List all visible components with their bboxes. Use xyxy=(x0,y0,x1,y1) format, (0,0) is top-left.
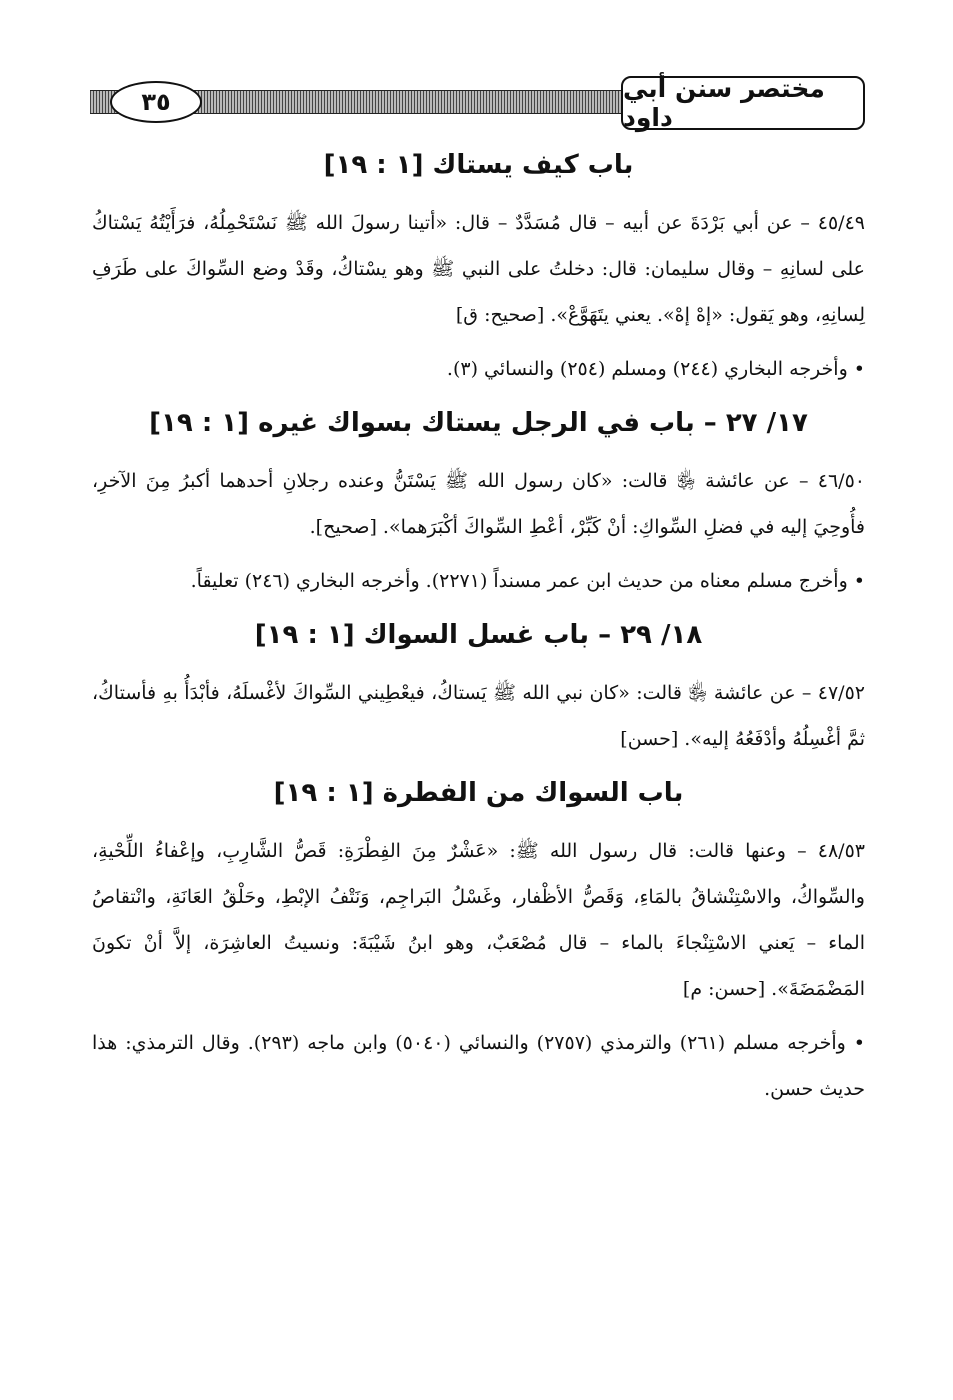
section-siwak-fitra xyxy=(92,772,865,1112)
takhrij-note: • وأخرجه البخاري (٢٤٤) ومسلم (٢٥٤) والنسائي (٣). xyxy=(446,358,865,380)
hadith-text: ٤٥/٤٩ – عن أبي بَرْدَةَ عن أبيه – قال مُسَدَّدٌ – قال: «أتينا رسولَ الله ﷺ نَسْتَحْمِلُهُ، فرَأَيْتُهُ يَسْتاكُ على لسانِهِ – وقال سليمان: قال: دخلتُ على النبي ﷺ وهو يسْتاكُ، وقَدْ وضع السِّواكَ على طَرَفِ لِسانِهِ، وهو يَقول: «إهْ إهْ». يعني يتَهَوَّعْ». [صحيح: ق] xyxy=(92,212,865,326)
takhrij-note: • وأخرج مسلم معناه من حديث ابن عمر مسنداً (٢٢٧١). وأخرجه البخاري (٢٤٦) تعليقاً. xyxy=(190,570,865,592)
section-how-to-brush xyxy=(92,144,865,392)
page-body xyxy=(92,134,865,1122)
section-brushing-with-others-siwak xyxy=(92,402,865,604)
hadith-text: ٤٦/٥٠ – عن عائشة ﵂ قالت: «كان رسول الله ﷺ يَسْتَنُّ وعنده رجلانِ أحدهما أكبرُ مِنَ الآخرِ، فأُوحِيَ إليه في فضلِ السِّواكِ: أنْ كَبِّرْ، أعْطِ السِّواكَ أكْبَرَهما». [صحيح]. xyxy=(92,470,865,538)
page-number: ٣٥ xyxy=(110,81,202,123)
hadith-text: ٤٧/٥٢ – عن عائشة ﵂ قالت: «كان نبي الله ﷺ يَستاكُ، فيعْطِيني السِّواكَ لأغْسلَهُ، فأبْدَأُ بهِ فأستاكُ، ثمَّ أغْسِلُهُ وأدْفَعُهُ إليه». [حسن] xyxy=(92,682,865,750)
page-header xyxy=(90,76,865,132)
section-washing-siwak xyxy=(92,614,865,762)
book-title: مختصر سنن أبي داود xyxy=(621,76,865,130)
takhrij-note: • وأخرجه مسلم (٢٦١) والترمذي (٢٧٥٧) والنسائي (٥٠٤٠) وابن ماجه (٢٩٣). وقال الترمذي: هذا حديث حسن. xyxy=(92,1032,865,1100)
hadith-text: ٤٨/٥٣ – وعنها قالت: قال رسول الله ﷺ: «عَشْرٌ مِنَ الفِطْرَةِ: قَصُّ الشَّارِبِ، وإعْفاءُ اللِّحْيةِ، والسِّواكُ، والاسْتِنْشاقُ بالمَاءِ، وَقَصُّ الأظْفار، وغَسْلُ البَراجِم، وَنَتْفُ الإبْطِ، وحَلْقُ العَانَةِ، وانْتقاصُ الماء – يَعني الاسْتِنْجاءَ بالماء – قال مُصْعَبٌ، وهو ابنُ شَيْبَةَ: ونسيتُ العاشِرَة، إلاَّ أنْ تكونَ المَضْمَضَةَ». [حسن: م] xyxy=(92,840,865,1000)
chapter-title: باب السواك من الفطرة [١ : ١٩] xyxy=(273,778,684,808)
chapter-title: ١٧/ ٢٧ – باب في الرجل يستاك بسواك غيره [١ : ١٩] xyxy=(149,408,808,438)
chapter-title: باب كيف يستاك [١ : ١٩] xyxy=(323,150,634,180)
chapter-title: ١٨/ ٢٩ – باب غسل السواك [١ : ١٩] xyxy=(254,620,703,650)
